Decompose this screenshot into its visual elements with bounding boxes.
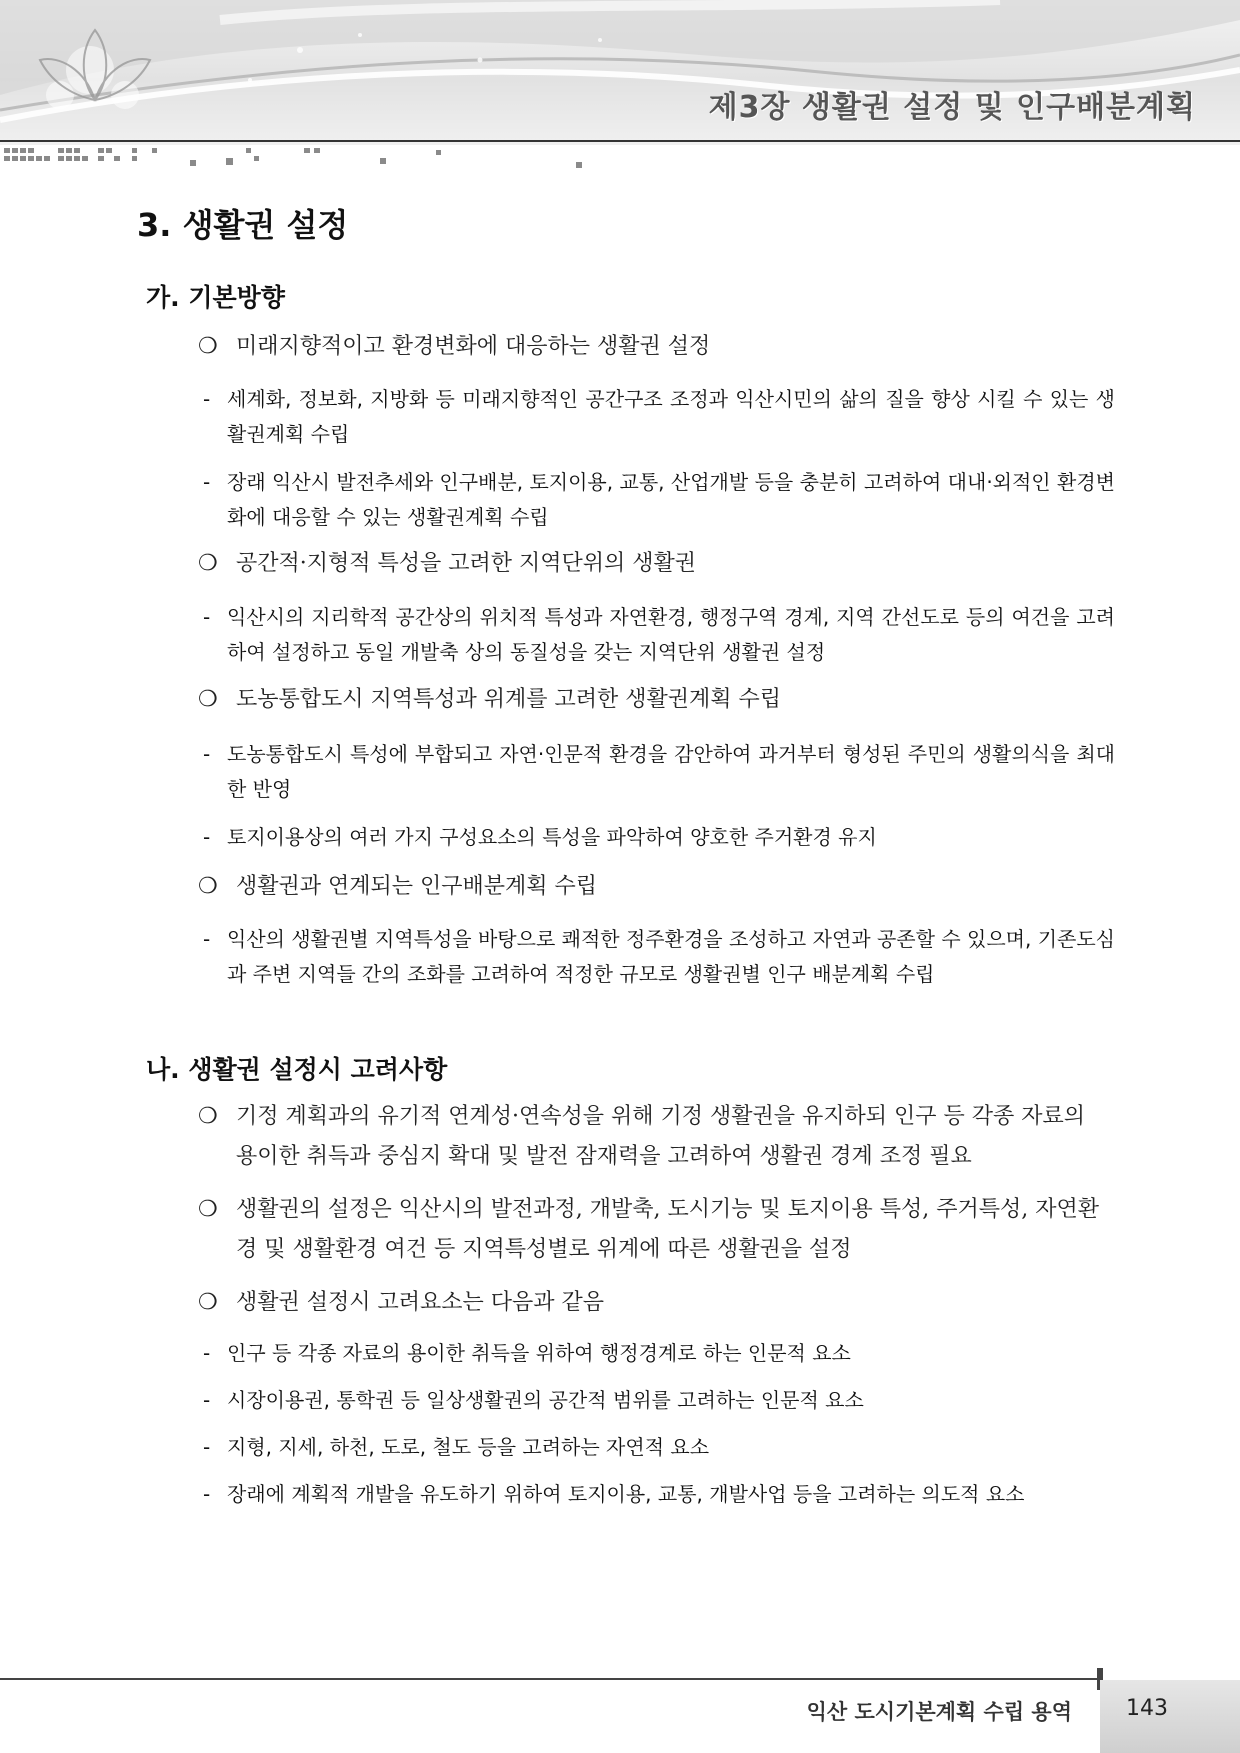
list-item-text: 도농통합도시 지역특성과 위계를 고려한 생활권계획 수립 xyxy=(236,687,782,712)
list-item-circle xyxy=(198,1097,1113,1177)
circle-bullet-icon: ❍ xyxy=(198,1104,218,1129)
dash-bullet: - xyxy=(203,1341,211,1365)
list-item-text: 생활권과 연계되는 인구배분계획 수립 xyxy=(236,874,598,899)
chapter-title: 제3장 생활권 설정 및 인구배분계획 xyxy=(708,90,1196,125)
list-item-circle xyxy=(198,1190,1113,1270)
dash-bullet: - xyxy=(203,1482,211,1506)
page-number: 143 xyxy=(1126,1696,1168,1721)
header-banner xyxy=(0,0,1240,145)
subsection-b-title: 나. 생활권 설정시 고려사항 xyxy=(146,1055,448,1084)
circle-bullet-icon: ❍ xyxy=(198,334,218,359)
list-item-dash xyxy=(203,1336,1115,1371)
footer-report-title: 익산 도시기본계획 수립 용역 xyxy=(806,1700,1072,1724)
list-item-text: 지형, 지세, 하천, 도로, 철도 등을 고려하는 자연적 요소 xyxy=(227,1435,710,1459)
list-item-dash xyxy=(203,600,1115,670)
circle-bullet-icon: ❍ xyxy=(198,687,218,712)
list-item-dash xyxy=(203,465,1115,535)
list-item-text: 생활권 설정시 고려요소는 다음과 같음 xyxy=(236,1290,605,1315)
list-item-text: 공간적·지형적 특성을 고려한 지역단위의 생활권 xyxy=(236,551,697,576)
dash-bullet: - xyxy=(203,387,211,411)
list-item-circle xyxy=(198,867,1113,907)
list-item-circle xyxy=(198,1283,1113,1323)
circle-bullet-icon: ❍ xyxy=(198,1290,218,1315)
list-item-text: 미래지향적이고 환경변화에 대응하는 생활권 설정 xyxy=(236,334,711,359)
list-item-text: 시장이용권, 통학권 등 일상생활권의 공간적 범위를 고려하는 인문적 요소 xyxy=(227,1388,864,1412)
dash-bullet: - xyxy=(203,825,211,849)
list-item-text: 세계화, 정보화, 지방화 등 미래지향적인 공간구조 조정과 익산시민의 삶의 질을 향상 시킬 수 있는 생활권계획 수립 xyxy=(227,387,1115,446)
circle-bullet-icon: ❍ xyxy=(198,874,218,899)
list-item-dash xyxy=(203,382,1115,452)
list-item-dash xyxy=(203,820,1115,855)
list-item-text: 토지이용상의 여러 가지 구성요소의 특성을 파악하여 양호한 주거환경 유지 xyxy=(227,825,877,849)
circle-bullet-icon: ❍ xyxy=(198,1197,218,1222)
list-item-text: 생활권의 설정은 익산시의 발전과정, 개발축, 도시기능 및 토지이용 특성, 주거특성, 자연환경 및 생활환경 여건 등 지역특성별로 위계에 따른 생활권을 설정 xyxy=(236,1197,1099,1262)
list-item-text: 장래 익산시 발전추세와 인구배분, 토지이용, 교통, 산업개발 등을 충분히 고려하여 대내·외적인 환경변화에 대응할 수 있는 생활권계획 수립 xyxy=(227,470,1115,529)
list-item-dash xyxy=(203,922,1115,992)
list-item-text: 장래에 계획적 개발을 유도하기 위하여 토지이용, 교통, 개발사업 등을 고려하는 의도적 요소 xyxy=(227,1482,1025,1506)
circle-bullet-icon: ❍ xyxy=(198,551,218,576)
subsection-a-title: 가. 기본방향 xyxy=(146,283,285,312)
list-item-text: 도농통합도시 특성에 부합되고 자연·인문적 환경을 감안하여 과거부터 형성된 주민의 생활의식을 최대한 반영 xyxy=(227,742,1115,801)
header-dot-pattern xyxy=(0,146,600,172)
list-item-circle xyxy=(198,327,1113,367)
header-rule xyxy=(0,140,1240,142)
dash-bullet: - xyxy=(203,1388,211,1412)
dash-bullet: - xyxy=(203,742,211,766)
page-number-box xyxy=(1100,1680,1240,1753)
list-item-circle xyxy=(198,544,1113,584)
list-item-dash xyxy=(203,737,1115,807)
dash-bullet: - xyxy=(203,605,211,629)
section-title: 3. 생활권 설정 xyxy=(137,206,349,244)
list-item-text: 익산의 생활권별 지역특성을 바탕으로 쾌적한 정주환경을 조성하고 자연과 공존할 수 있으며, 기존도심과 주변 지역들 간의 조화를 고려하여 적정한 규모로 생활권별 인구 배분계획 수립 xyxy=(227,927,1115,986)
footer-rule xyxy=(0,1678,1100,1680)
list-item-dash xyxy=(203,1477,1115,1512)
list-item-circle xyxy=(198,680,1113,720)
dash-bullet: - xyxy=(203,927,211,951)
list-item-text: 기정 계획과의 유기적 연계성·연속성을 위해 기정 생활권을 유지하되 인구 등 각종 자료의 용이한 취득과 중심지 확대 및 발전 잠재력을 고려하여 생활권 경계 조정 필요 xyxy=(236,1104,1085,1169)
list-item-text: 익산시의 지리학적 공간상의 위치적 특성과 자연환경, 행정구역 경계, 지역 간선도로 등의 여건을 고려하여 설정하고 동일 개발축 상의 동질성을 갖는 지역단위 생활권 설정 xyxy=(227,605,1115,664)
dash-bullet: - xyxy=(203,470,211,494)
list-item-dash xyxy=(203,1430,1115,1465)
dash-bullet: - xyxy=(203,1435,211,1459)
list-item-text: 인구 등 각종 자료의 용이한 취득을 위하여 행정경계로 하는 인문적 요소 xyxy=(227,1341,851,1365)
list-item-dash xyxy=(203,1383,1115,1418)
